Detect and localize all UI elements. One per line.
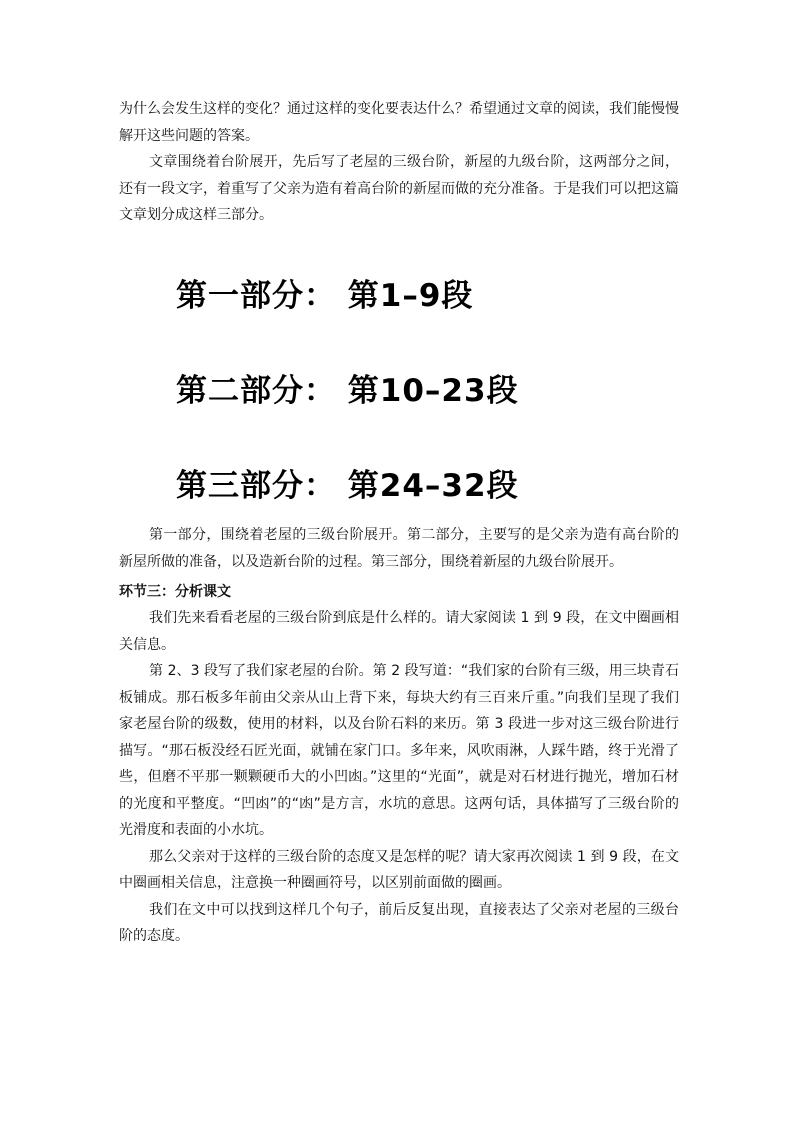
summary-paragraph: 第一部分，围绕着老屋的三级台阶展开。第二部分，主要写的是父亲为造有高台阶的新屋所做的准备，以及造新台阶的过程。第三部分，围绕着新屋的九级台阶展开。	[119, 527, 679, 570]
part-two-label: 第二部分： 第10–23段	[176, 373, 519, 409]
attitude-paragraph: 那么父亲对于这样的三级台阶的态度又是怎样的呢？请大家再次阅读 1 到 9 段，在文中圈画相关信息，注意换一种圈画符号，以区别前面做的圈画。	[119, 848, 679, 891]
sentences-paragraph: 我们在文中可以找到这样几个句子，前后反复出现，直接表达了父亲对老屋的三级台阶的态度。	[119, 901, 679, 944]
reading-paragraph: 我们先来看看老屋的三级台阶到底是什么样的。请大家阅读 1 到 9 段，在文中圈画相关信息。	[119, 610, 679, 653]
analysis-section	[119, 522, 679, 950]
intro-section	[119, 96, 679, 229]
intro-paragraph-2: 文章围绕着台阶展开，先后写了老屋的三级台阶，新屋的九级台阶，这两部分之间，还有一段文字，着重写了父亲为造有着高台阶的新屋而做的充分准备。于是我们可以把这篇文章划分成这样三部分。	[119, 154, 679, 223]
section-heading: 环节三：分析课文	[119, 584, 231, 600]
part-one-label: 第一部分： 第1–9段	[176, 278, 474, 314]
part-three-label: 第三部分： 第24–32段	[176, 468, 519, 504]
detail-paragraph: 第 2、3 段写了我们家老屋的台阶。第 2 段写道：“我们家的台阶有三级，用三块青石板铺成。那石板多年前由父亲从山上背下来，每块大约有三百来斤重。”向我们呈现了我们家老屋台阶的级数，使用的材料，以及台阶石料的来历。第 3 段进一步对这三级台阶进行描写。“那石板没经石匠光面，就铺在家门口。多年来，风吹雨淋，人踩牛踏，终于光滑了些，但磨不平那一颗颗硬币大的小凹凼。”这里的“光面”，就是对石材进行抛光，增加石材的光度和平整度。“凹凼”的“凼”是方言，水坑的意思。这两句话，具体描写了三级台阶的光滑度和表面的小水坑。	[119, 663, 679, 838]
intro-paragraph-1: 为什么会发生这样的变化？通过这样的变化要表达什么？希望通过文章的阅读，我们能慢慢解开这些问题的答案。	[119, 101, 679, 144]
